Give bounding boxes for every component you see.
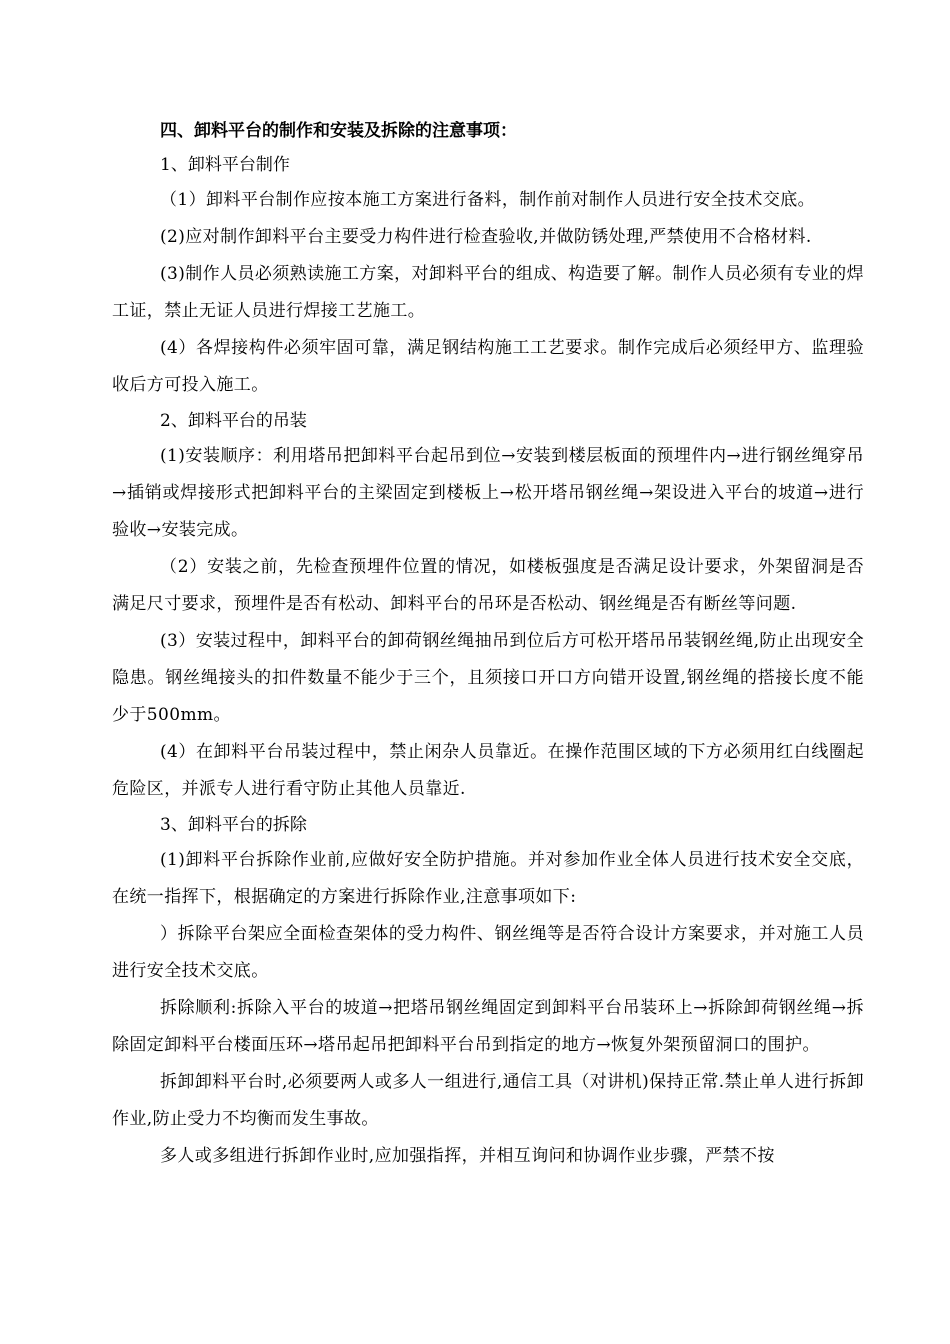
paragraph: (1)卸料平台拆除作业前,应做好安全防护措施。并对参加作业全体人员进行技术安全交底，在统一指挥下，根据确定的方案进行拆除作业,注意事项如下: xyxy=(112,850,864,907)
paragraph: （2）安装之前，先检查预埋件位置的情况，如楼板强度是否满足设计要求，外架留洞是否满足尺寸要求，预埋件是否有松动、卸料平台的吊环是否松动、钢丝绳是否有断丝等问题. xyxy=(112,557,864,614)
paragraph: (1)安装顺序：利用塔吊把卸料平台起吊到位→安装到楼层板面的预埋件内→进行钢丝绳穿吊→插销或焊接形式把卸料平台的主梁固定到楼板上→松开塔吊钢丝绳→架设进入平台的坡道→进行验收→安装完成。 xyxy=(112,446,864,540)
document-body xyxy=(112,114,864,1175)
paragraph: （1）卸料平台制作应按本施工方案进行备料，制作前对制作人员进行安全技术交底。 xyxy=(160,190,816,210)
paragraph: (3）安装过程中，卸料平台的卸荷钢丝绳抽吊到位后方可松开塔吊吊装钢丝绳,防止出现安全隐患。钢丝绳接头的扣件数量不能少于三个，且须接口开口方向错开设置,钢丝绳的搭接长度不能少于500mm。 xyxy=(112,631,864,725)
paragraph: ）拆除平台架应全面检查架体的受力构件、钢丝绳等是否符合设计方案要求，并对施工人员进行安全技术交底。 xyxy=(112,924,864,981)
subsection-title-hoisting: 2、卸料平台的吊装 xyxy=(160,411,307,431)
subsection-title-fabrication: 1、卸料平台制作 xyxy=(160,155,290,175)
paragraph: 多人或多组进行拆卸作业时,应加强指挥，并相互询问和协调作业步骤，严禁不按 xyxy=(160,1146,775,1166)
paragraph: (2)应对制作卸料平台主要受力构件进行检查验收,并做防锈处理,严禁使用不合格材料. xyxy=(160,227,812,247)
paragraph: (3)制作人员必须熟读施工方案，对卸料平台的组成、构造要了解。制作人员必须有专业的焊工证，禁止无证人员进行焊接工艺施工。 xyxy=(112,264,864,321)
subsection-title-dismantling: 3、卸料平台的拆除 xyxy=(160,815,307,835)
paragraph: (4）在卸料平台吊装过程中，禁止闲杂人员靠近。在操作范围区域的下方必须用红白线圈起危险区，并派专人进行看守防止其他人员靠近. xyxy=(112,742,864,799)
section-heading: 四、卸料平台的制作和安装及拆除的注意事项： xyxy=(160,121,517,141)
paragraph: 拆卸卸料平台时,必须要两人或多人一组进行,通信工具（对讲机)保持正常.禁止单人进行拆卸作业,防止受力不均衡而发生事故。 xyxy=(112,1072,864,1129)
paragraph: (4）各焊接构件必须牢固可靠，满足钢结构施工工艺要求。制作完成后必须经甲方、监理验收后方可投入施工。 xyxy=(112,338,864,395)
paragraph: 拆除顺利:拆除入平台的坡道→把塔吊钢丝绳固定到卸料平台吊装环上→拆除卸荷钢丝绳→拆除固定卸料平台楼面压环→塔吊起吊把卸料平台吊到指定的地方→恢复外架预留洞口的围护。 xyxy=(112,998,864,1055)
